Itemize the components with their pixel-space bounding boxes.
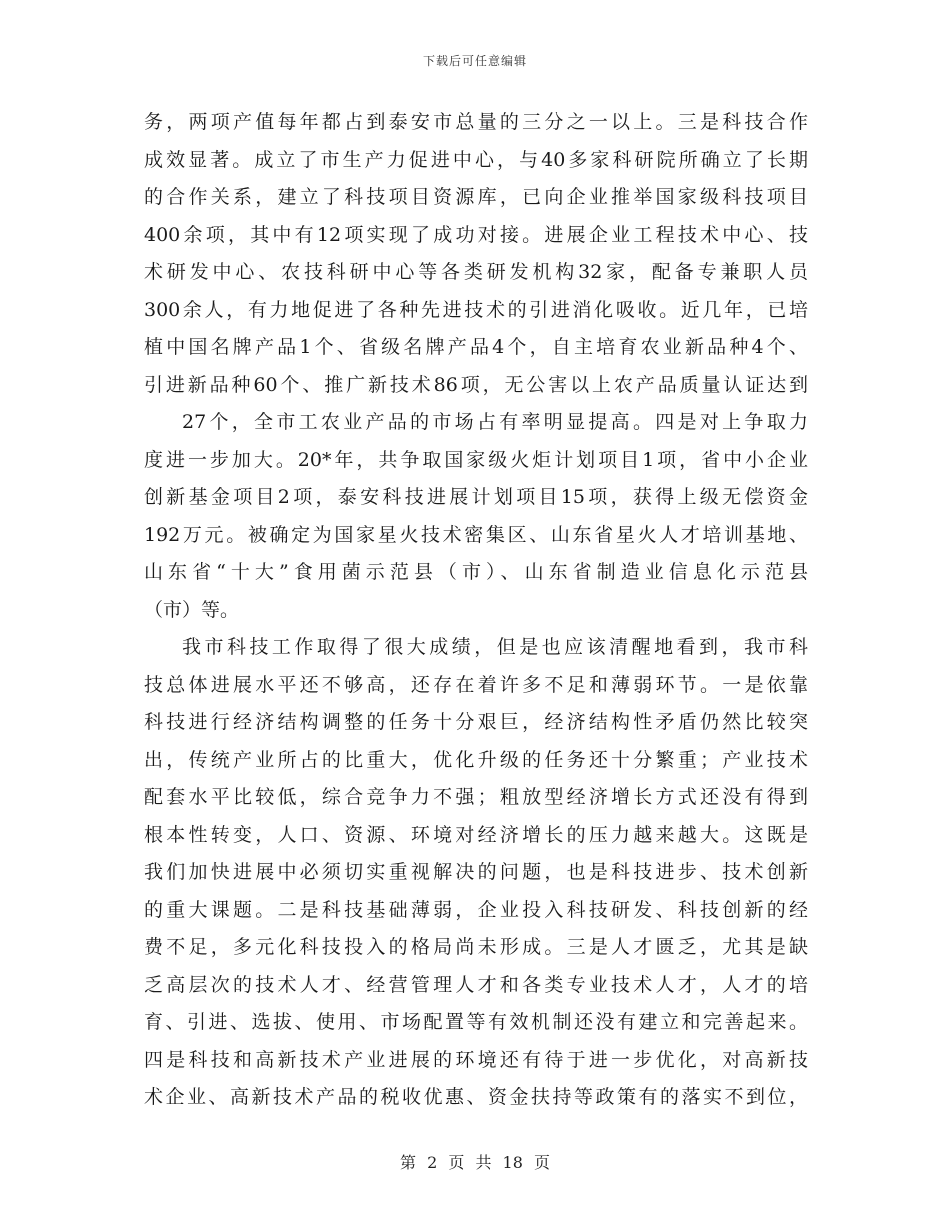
text-line: 根本性转变，人口、资源、环境对经济增长的压力越来越大。这既是 — [144, 823, 808, 846]
text-line: 植中国名牌产品1个、省级名牌产品4个，自主培育农业新品种4个、 — [144, 336, 808, 358]
text-line: 我们加快进展中必须切实重视解决的问题，也是科技进步、技术创新 — [144, 861, 808, 883]
text-line: 务，两项产值每年都占到泰安市总量的三分之一以上。三是科技合作 — [144, 111, 808, 133]
text-line: 育、引进、选拔、使用、市场配置等有效机制还没有建立和完善起来。 — [144, 1011, 808, 1033]
text-line: 引进新品种60个、推广新技术86项，无公害以上农产品质量认证达到 — [144, 373, 808, 396]
text-line: 四是科技和高新技术产业进展的环境还有待于进一步优化，对高新技 — [144, 1048, 808, 1071]
text-line: 27个，全市工农业产品的市场占有率明显提高。四是对上争取力 — [182, 411, 808, 433]
text-line: 配套水平比较低，综合竞争力不强；粗放型经济增长方式还没有得到 — [144, 786, 808, 808]
text-line: 我市科技工作取得了很大成绩，但是也应该清醒地看到，我市科 — [182, 636, 808, 658]
text-line: 出，传统产业所占的比重大，优化升级的任务还十分繁重；产业技术 — [144, 748, 808, 771]
text-line: 300余人，有力地促进了各种先进技术的引进消化吸收。近几年，已培 — [144, 298, 808, 321]
text-line: 400余项，其中有12项实现了成功对接。进展企业工程技术中心、技 — [144, 223, 808, 246]
text-line: 费不足，多元化科技投入的格局尚未形成。三是人才匮乏，尤其是缺 — [144, 936, 808, 958]
document-body — [144, 104, 808, 1117]
text-line: 度进一步加大。20*年，共争取国家级火炬计划项目1项，省中小企业 — [144, 448, 808, 471]
text-line: 成效显著。成立了市生产力促进中心，与40多家科研院所确立了长期 — [144, 148, 808, 171]
text-line: 术企业、高新技术产品的税收优惠、资金扶持等政策有的落实不到位， — [144, 1086, 808, 1108]
page-header-note: 下载后可任意编辑 — [422, 54, 527, 68]
text-line: 科技进行经济结构调整的任务十分艰巨，经济结构性矛盾仍然比较突 — [144, 711, 808, 733]
text-line: 的合作关系，建立了科技项目资源库，已向企业推举国家级科技项目 — [144, 186, 808, 208]
text-line: 192万元。被确定为国家星火技术密集区、山东省星火人才培训基地、 — [144, 523, 808, 546]
text-line: 创新基金项目2项，泰安科技进展计划项目15项，获得上级无偿资金 — [144, 486, 808, 508]
text-line: 山东省“十大”食用菌示范县（市）、山东省制造业信息化示范县 — [144, 561, 808, 583]
text-line: 的重大课题。二是科技基础薄弱，企业投入科技研发、科技创新的经 — [144, 898, 808, 921]
page-number: 第 2 页 共 18 页 — [400, 1153, 550, 1172]
text-line: 技总体进展水平还不够高，还存在着许多不足和薄弱环节。一是依靠 — [144, 673, 808, 696]
text-line: 术研发中心、农技科研中心等各类研发机构32家，配备专兼职人员 — [144, 261, 808, 283]
text-line: 乏高层次的技术人才、经营管理人才和各类专业技术人才，人才的培 — [144, 973, 808, 996]
text-line: （市）等。 — [144, 598, 240, 621]
